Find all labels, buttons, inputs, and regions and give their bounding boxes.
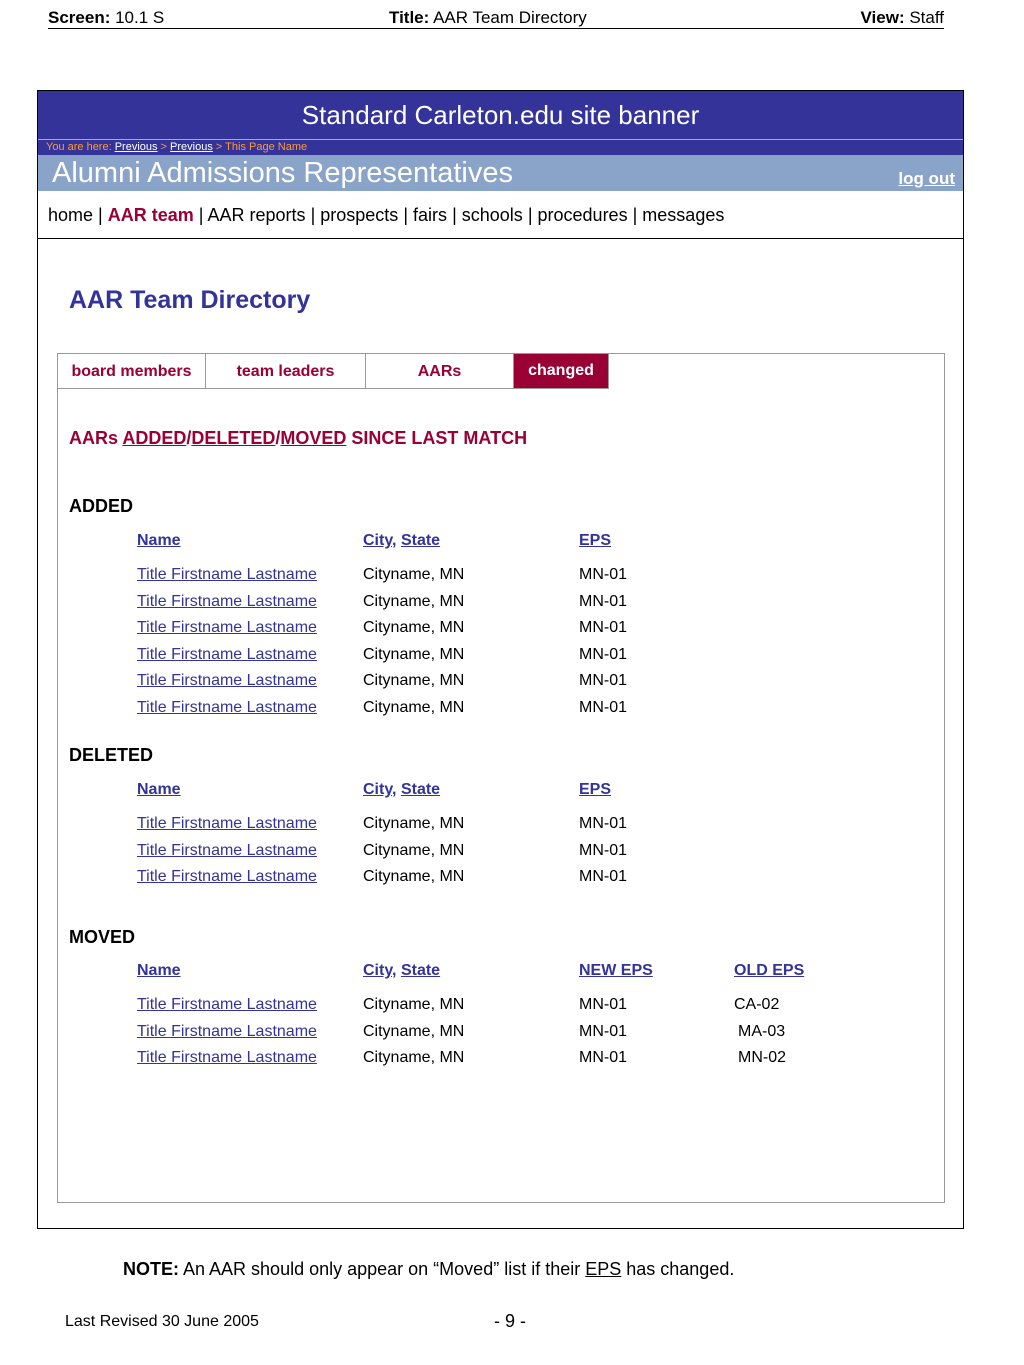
spec-view: View: Staff <box>860 8 944 27</box>
city-state-cell: Cityname, MN <box>363 645 465 663</box>
spec-header <box>48 8 944 29</box>
eps-cell: MN-01 <box>579 672 628 689</box>
city-state-cell: Cityname, MN <box>363 1022 465 1040</box>
table-row <box>58 1023 938 1043</box>
city-state-cell: Cityname, MN <box>363 841 465 859</box>
city-state-cell: Cityname, MN <box>363 1049 465 1066</box>
old-eps-cell: CA-02 <box>734 996 780 1013</box>
breadcrumb-previous-2[interactable]: Previous <box>170 141 213 153</box>
aar-name-link[interactable]: Title Firstname Lastname <box>137 841 317 859</box>
city-state-cell: Cityname, MN <box>363 996 465 1013</box>
table-row <box>58 868 938 888</box>
tab-changed[interactable]: changed <box>514 354 609 389</box>
tab-team-leaders[interactable]: team leaders <box>206 354 366 389</box>
eps-cell: MN-01 <box>579 815 628 832</box>
aar-name-link[interactable]: Title Firstname Lastname <box>137 1022 317 1040</box>
moved-section-title: MOVED <box>69 927 136 947</box>
sort-city-link[interactable]: City <box>363 532 393 549</box>
table-row <box>58 566 938 586</box>
city-state-cell: Cityname, MN <box>363 815 465 832</box>
new-eps-cell: MN-01 <box>579 996 628 1013</box>
aar-name-link[interactable]: Title Firstname Lastname <box>137 566 317 583</box>
sort-old-eps-link[interactable]: OLD EPS <box>734 962 805 979</box>
jump-added-link[interactable]: ADDED <box>122 428 187 448</box>
city-state-cell: Cityname, MN <box>363 698 465 716</box>
site-banner: Standard Carleton.edu site banner <box>38 91 963 139</box>
main-nav: home | AAR team | AAR reports | prospects | fairs | schools | procedures | messages <box>38 191 963 239</box>
tab-aars[interactable]: AARs <box>366 354 514 389</box>
new-eps-cell: MN-01 <box>579 1022 628 1040</box>
table-row <box>58 1049 938 1069</box>
eps-cell: MN-01 <box>579 645 628 663</box>
page-number: - 9 - <box>494 1311 527 1331</box>
nav-aar-reports[interactable]: AAR reports <box>207 205 306 225</box>
added-section-title: ADDED <box>69 496 134 516</box>
eps-cell: MN-01 <box>579 619 628 636</box>
nav-procedures[interactable]: procedures <box>537 205 628 225</box>
nav-fairs[interactable]: fairs <box>413 205 448 225</box>
city-state-cell: Cityname, MN <box>363 592 465 610</box>
sort-eps-link[interactable]: EPS <box>579 781 612 798</box>
new-eps-cell: MN-01 <box>579 1049 628 1066</box>
aar-name-link[interactable]: Title Firstname Lastname <box>137 672 317 689</box>
table-row <box>58 619 938 639</box>
aar-name-link[interactable]: Title Firstname Lastname <box>137 645 317 663</box>
nav-prospects[interactable]: prospects <box>320 205 399 225</box>
section-title: Alumni Admissions Representatives <box>52 157 513 189</box>
tab-board-members[interactable]: board members <box>58 354 206 389</box>
sort-name-link[interactable]: Name <box>137 781 181 798</box>
table-row <box>58 842 938 862</box>
note-eps: EPS <box>585 1259 622 1279</box>
directory-panel <box>57 353 945 1203</box>
nav-aar-team[interactable]: AAR team <box>107 205 194 225</box>
aar-name-link[interactable]: Title Firstname Lastname <box>137 996 317 1013</box>
changes-subheading: AARs ADDED/DELETED/MOVED SINCE LAST MATCH <box>69 428 528 448</box>
table-row <box>58 646 938 666</box>
old-eps-cell: MN-02 <box>738 1049 787 1066</box>
breadcrumb: You are here: Previous > Previous > This Page Name <box>38 139 963 155</box>
sort-state-link[interactable]: State <box>400 532 441 549</box>
aar-name-link[interactable]: Title Firstname Lastname <box>137 698 317 716</box>
table-row <box>58 996 938 1016</box>
deleted-section-title: DELETED <box>69 745 154 765</box>
eps-cell: MN-01 <box>579 868 628 885</box>
table-row <box>58 593 938 613</box>
jump-moved-link[interactable]: MOVED <box>280 428 347 448</box>
city-state-header: City, State <box>363 781 441 798</box>
nav-schools[interactable]: schools <box>461 205 523 225</box>
page-title: AAR Team Directory <box>69 286 311 314</box>
table-row <box>58 672 938 692</box>
sort-city-link[interactable]: City <box>363 962 393 979</box>
eps-cell: MN-01 <box>579 592 628 610</box>
sort-name-link[interactable]: Name <box>137 962 181 979</box>
eps-cell: MN-01 <box>579 566 628 583</box>
city-state-cell: Cityname, MN <box>363 868 465 885</box>
aar-name-link[interactable]: Title Firstname Lastname <box>137 1049 317 1066</box>
sort-state-link[interactable]: State <box>400 781 441 798</box>
spec-screen: Screen: 10.1 S <box>48 8 165 27</box>
jump-deleted-link[interactable]: DELETED <box>191 428 276 448</box>
old-eps-cell: MA-03 <box>738 1022 786 1040</box>
aar-name-link[interactable]: Title Firstname Lastname <box>137 868 317 885</box>
aar-name-link[interactable]: Title Firstname Lastname <box>137 815 317 832</box>
last-revised: Last Revised 30 June 2005 <box>65 1313 259 1330</box>
aar-name-link[interactable]: Title Firstname Lastname <box>137 619 317 636</box>
sort-city-link[interactable]: City <box>363 781 393 798</box>
city-state-header: City, State <box>363 532 441 549</box>
sort-name-link[interactable]: Name <box>137 532 181 549</box>
moved-table-header <box>58 962 938 982</box>
page-note: NOTE: An AAR should only appear on “Moved” list if their EPS has changed. <box>123 1259 735 1279</box>
table-row <box>58 699 938 719</box>
logout-link[interactable]: log out <box>898 169 955 188</box>
city-state-header: City, State <box>363 962 441 979</box>
breadcrumb-current: > This Page Name <box>212 141 308 153</box>
added-table-header <box>58 532 938 552</box>
table-row <box>58 815 938 835</box>
page-frame <box>37 90 964 1229</box>
sort-eps-link[interactable]: EPS <box>579 532 612 549</box>
spec-title: Title: AAR Team Directory <box>389 8 587 27</box>
eps-cell: MN-01 <box>579 698 628 716</box>
deleted-table-header <box>58 781 938 801</box>
nav-home[interactable]: home <box>48 205 94 225</box>
nav-messages[interactable]: messages <box>642 205 725 225</box>
city-state-cell: Cityname, MN <box>363 619 465 636</box>
sort-new-eps-link[interactable]: NEW EPS <box>579 962 653 979</box>
city-state-cell: Cityname, MN <box>363 566 465 583</box>
section-title-bar <box>38 155 963 191</box>
eps-cell: MN-01 <box>579 841 628 859</box>
city-state-cell: Cityname, MN <box>363 672 465 689</box>
sort-state-link[interactable]: State <box>400 962 441 979</box>
breadcrumb-previous-1[interactable]: Previous <box>114 141 158 153</box>
aar-name-link[interactable]: Title Firstname Lastname <box>137 592 317 610</box>
